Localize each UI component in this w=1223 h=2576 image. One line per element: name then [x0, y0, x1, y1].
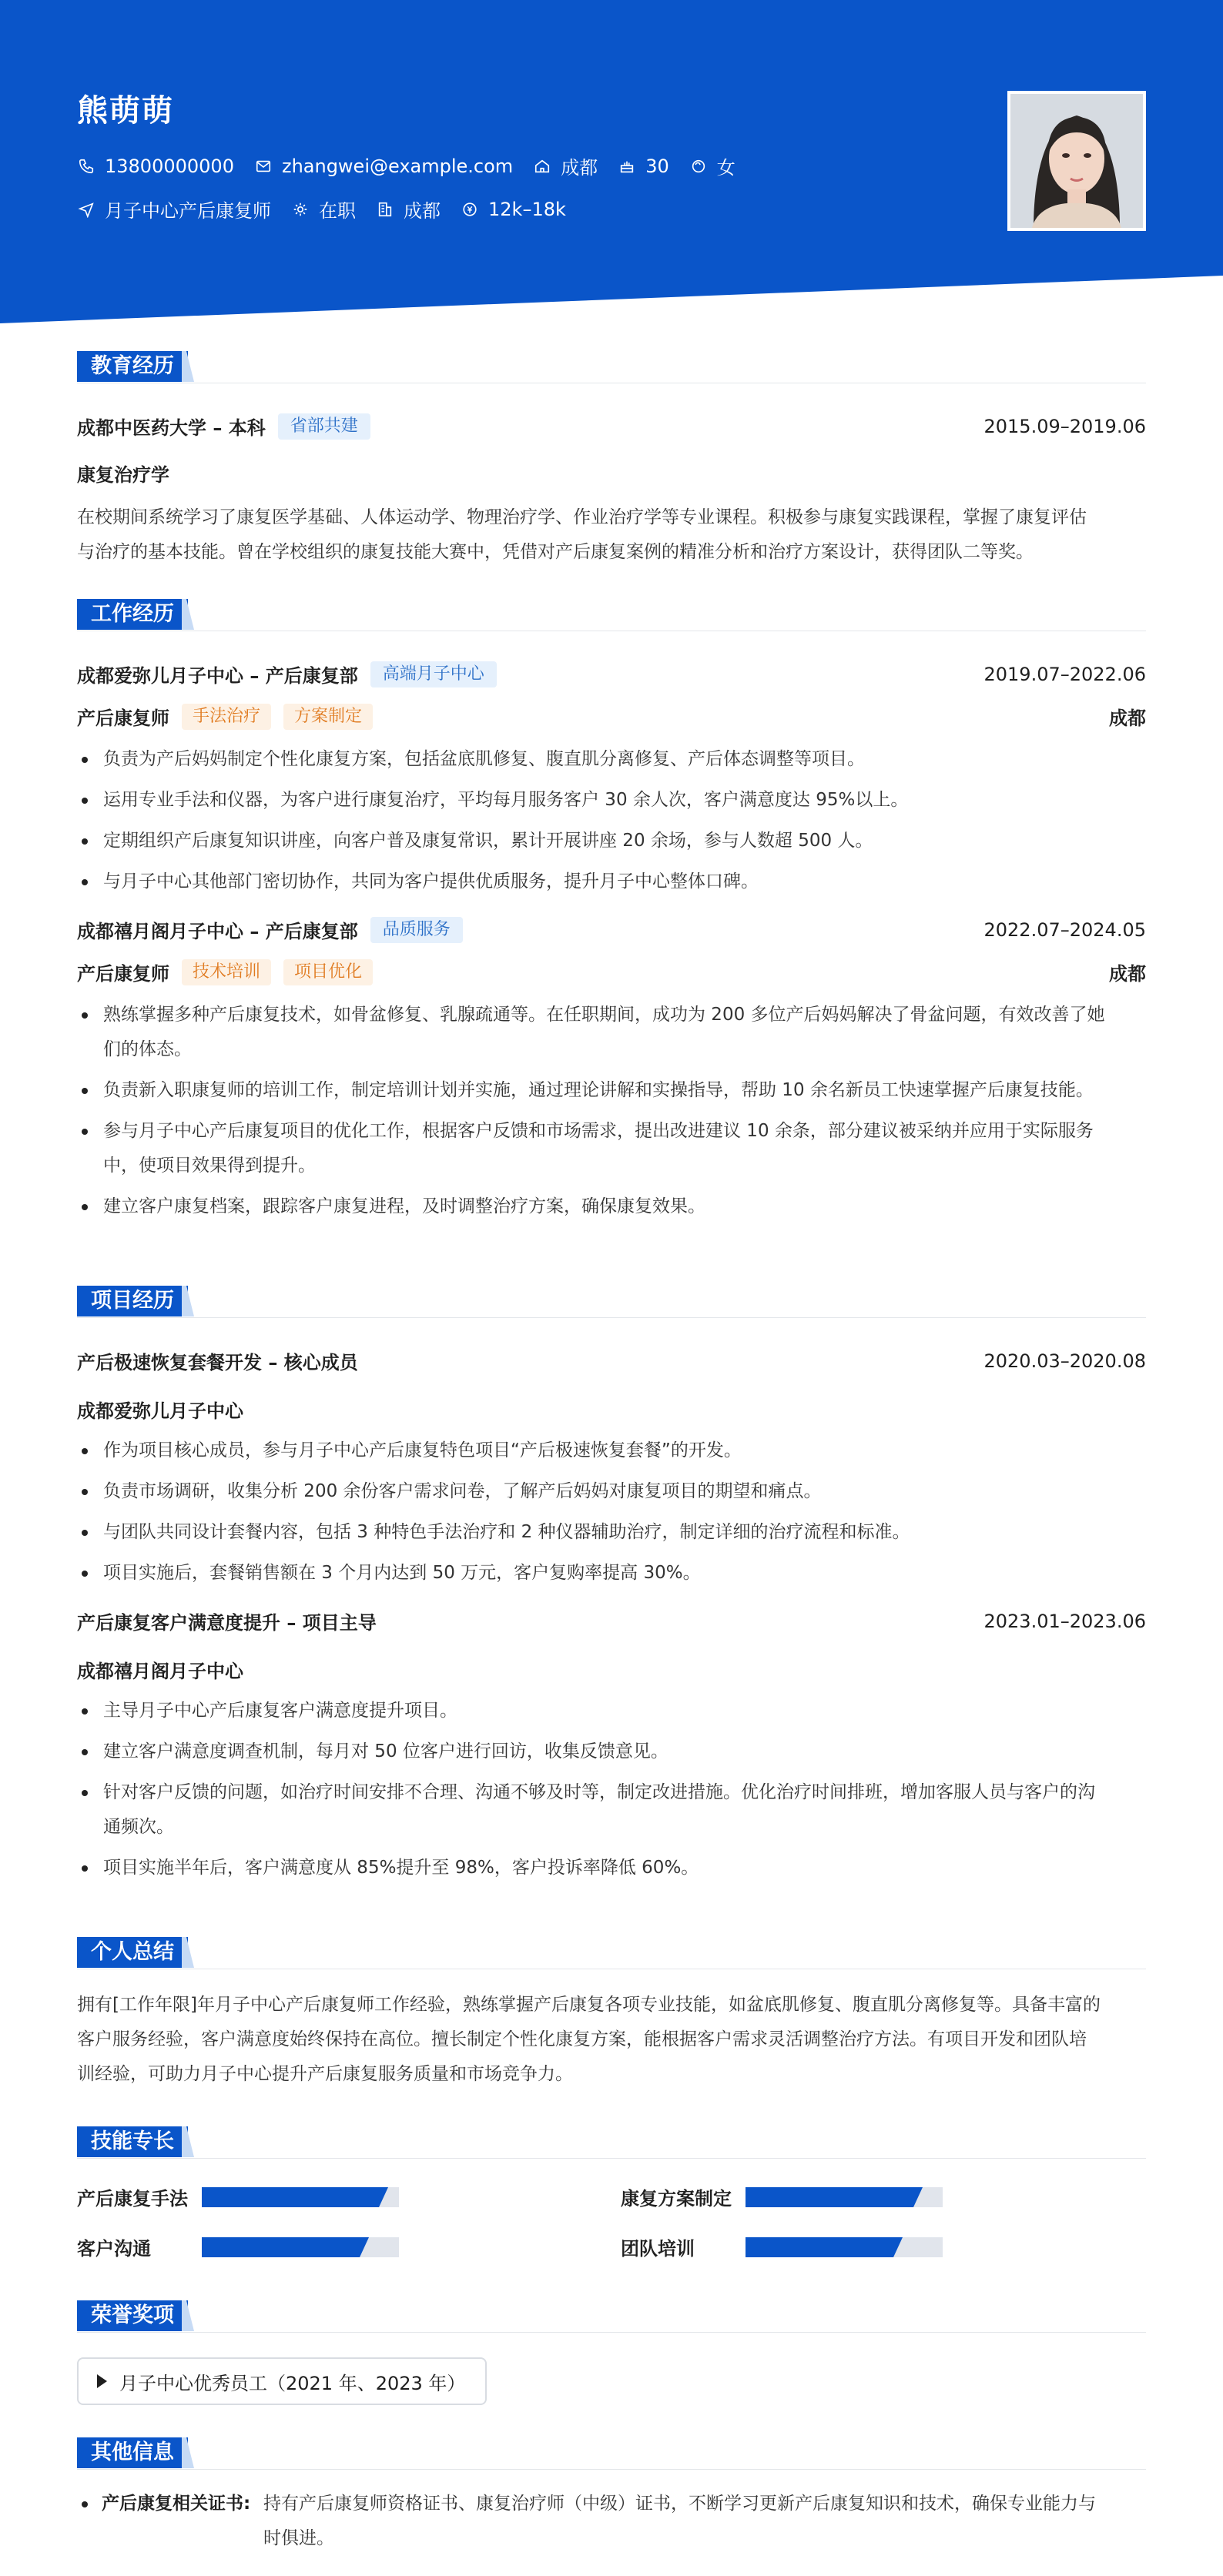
contact-row [77, 152, 756, 179]
award-text: 月子中心优秀员工（2021 年、2023 年） [119, 2372, 466, 2394]
section-title: 教育经历 [77, 351, 188, 382]
skill-bar-fill [746, 2187, 913, 2207]
salary-info [461, 199, 566, 220]
project-org: 成都爱弥儿月子中心 [77, 1400, 243, 1422]
project-entry-header [77, 1347, 1146, 1374]
phone-icon [77, 157, 95, 176]
section-title-tail [182, 351, 197, 382]
skill-name: 康复方案制定 [621, 2188, 732, 2210]
section-divider [77, 1317, 1146, 1318]
skill-item [621, 2183, 1146, 2210]
other-value: 持有产后康复师资格证书、康复治疗师（中级）证书，不断学习更新产后康复知识和技术，确保专业能力与 时俱进。 [263, 2494, 1096, 2548]
list-item: 针对客户反馈的问题，如治疗时间安排不合理、沟通不够及时等，制定改进措施。优化治疗时间排班，增加客服人员与客户的沟 通频次。 [77, 1775, 1146, 1845]
avatar [1007, 91, 1146, 231]
company-tag: 高端月子中心 [370, 661, 497, 687]
target-city-info [376, 196, 441, 222]
education-description [77, 500, 1146, 570]
skill-tag: 项目优化 [283, 959, 373, 985]
home-icon [533, 157, 551, 176]
education-desc-line: 在校期间系统学习了康复医学基础、人体运动学、物理治疗学、作业治疗学等专业课程。积极参与康复实践课程，掌握了康复评估 [77, 507, 1087, 527]
coin-icon [461, 200, 479, 219]
section-title-tail [182, 2300, 197, 2331]
projects-section [77, 1286, 1146, 1892]
summary-line: 客户服务经验，客户满意度始终保持在高位。擅长制定个性化康复方案，能根据客户需求灵活调整治疗方法。有项目开发和团队培 [77, 2029, 1087, 2049]
skill-tag: 方案制定 [283, 704, 373, 730]
cake-icon [618, 157, 636, 176]
status-info [291, 196, 356, 222]
job-bullets [77, 998, 1146, 1224]
list-item: 负责市场调研，收集分析 200 余份客户需求问卷，了解产后妈妈对康复项目的期望和痛点。 [77, 1474, 1146, 1509]
skill-item [621, 2233, 1146, 2260]
education-entry [77, 413, 1146, 440]
skill-tag: 技术培训 [182, 959, 271, 985]
company-tag: 品质服务 [370, 917, 463, 943]
skill-name: 产后康复手法 [77, 2188, 188, 2210]
email-text: zhangwei@example.com [281, 155, 514, 177]
job-date: 2019.07–2022.06 [983, 663, 1146, 685]
target-city-text: 成都 [404, 200, 441, 222]
summary-section [77, 1937, 1146, 2092]
project-bullets [77, 1434, 1146, 1591]
skill-name: 客户沟通 [77, 2238, 151, 2260]
job-entry-header [77, 661, 1146, 687]
education-desc-line: 与治疗的基本技能。曾在学校组织的康复技能大赛中，凭借对产后康复案例的精准分析和治疗方案设计，获得团队二等奖。 [77, 542, 1034, 562]
skill-bar-fill [202, 2187, 379, 2207]
project-entry-header [77, 1607, 1146, 1634]
section-divider [77, 2469, 1146, 2470]
section-header [77, 2437, 1146, 2468]
section-header [77, 599, 1146, 630]
honors-section [77, 2300, 1146, 2405]
send-icon [77, 200, 95, 219]
section-divider [77, 2158, 1146, 2159]
age-info [618, 156, 669, 177]
job-entry-header [77, 916, 1146, 943]
section-title: 项目经历 [77, 1286, 188, 1316]
skill-bar-fill [746, 2237, 893, 2257]
section-title: 个人总结 [77, 1937, 188, 1968]
skill-bar [746, 2237, 943, 2257]
school-name: 成都中医药大学 – 本科 [77, 417, 266, 439]
list-item: 主导月子中心产后康复客户满意度提升项目。 [77, 1694, 1146, 1728]
school-tag: 省部共建 [278, 413, 370, 440]
section-header [77, 1937, 1146, 1968]
company-name: 成都禧月阁月子中心 – 产后康复部 [77, 921, 358, 942]
status-text: 在职 [319, 200, 356, 222]
section-title-tail [182, 2126, 197, 2157]
summary-line: 拥有[工作年限]年月子中心产后康复师工作经验，熟练掌握产后康复各项专业技能，如盆底肌修复、腹直肌分离修复等。具备丰富的 [77, 1995, 1101, 2015]
section-title-tail [182, 1937, 197, 1968]
list-item: 参与月子中心产后康复项目的优化工作，根据客户反馈和市场需求，提出改进建议 10 余条，部分建议被采纳并应用于实际服务 中，使项目效果得到提升。 [77, 1114, 1146, 1183]
job-date: 2022.07–2024.05 [983, 918, 1146, 941]
major-name: 康复治疗学 [77, 464, 169, 486]
summary-line: 训经验，可助力月子中心提升产后康复服务质量和市场竞争力。 [77, 2064, 573, 2084]
education-date: 2015.09–2019.06 [983, 415, 1146, 437]
work-section [77, 599, 1146, 1230]
triangle-right-icon [97, 2374, 107, 2388]
job-bullets [77, 742, 1146, 899]
section-title: 工作经历 [77, 599, 188, 630]
section-title: 荣誉奖项 [77, 2300, 188, 2331]
list-item: 与团队共同设计套餐内容，包括 3 种特色手法治疗和 2 种仪器辅助治疗，制定详细的治疗流程和标准。 [77, 1515, 1146, 1550]
city-text: 成都 [561, 157, 598, 179]
skill-bar [202, 2237, 399, 2257]
list-item: 负责为产后妈妈制定个性化康复方案，包括盆底肌修复、腹直肌分离修复、产后体态调整等项目。 [77, 742, 1146, 777]
award-item [77, 2357, 487, 2405]
list-item: 建立客户康复档案，跟踪客户康复进程，及时调整治疗方案，确保康复效果。 [77, 1189, 1146, 1224]
section-divider [77, 2332, 1146, 2333]
skill-bar [746, 2187, 943, 2207]
email-info [254, 156, 513, 177]
bullet-dot [82, 2501, 88, 2507]
list-item: 与月子中心其他部门密切协作，共同为客户提供优质服务，提升月子中心整体口碑。 [77, 865, 1146, 899]
section-title-tail [182, 2437, 197, 2468]
company-name: 成都爱弥儿月子中心 – 产后康复部 [77, 665, 358, 687]
gender-icon [689, 157, 708, 176]
skill-bar-fill [202, 2237, 360, 2257]
phone-text: 13800000000 [105, 155, 234, 177]
job-city: 成都 [1109, 708, 1146, 729]
gender-info [689, 152, 735, 179]
education-section [77, 351, 1146, 570]
job-role: 产后康复师 [77, 708, 169, 729]
section-header [77, 2126, 1146, 2157]
list-item: 负责新入职康复师的培训工作，制定培训计划并实施，通过理论讲解和实操指导，帮助 10 余名新员工快速掌握产后康复技能。 [77, 1073, 1146, 1108]
skill-item [77, 2183, 621, 2210]
city-info [533, 152, 598, 179]
gear-icon [291, 200, 310, 219]
job-info [77, 196, 271, 222]
salary-text: 12k–18k [488, 198, 566, 220]
list-item: 项目实施半年后，客户满意度从 85%提升至 98%，客户投诉率降低 60%。 [77, 1851, 1146, 1885]
gender-text: 女 [716, 157, 735, 179]
job-city: 成都 [1109, 963, 1146, 985]
project-date: 2023.01–2023.06 [983, 1610, 1146, 1632]
other-key: 产后康复相关证书: [102, 2494, 251, 2514]
project-bullets [77, 1694, 1146, 1885]
skill-item [77, 2233, 621, 2260]
section-header [77, 1286, 1146, 1316]
other-item [77, 2487, 1146, 2556]
project-org: 成都禧月阁月子中心 [77, 1661, 243, 1682]
section-title: 技能专长 [77, 2126, 188, 2157]
skill-bar [202, 2187, 399, 2207]
age-text: 30 [645, 155, 669, 177]
skill-tag: 手法治疗 [182, 704, 271, 730]
project-date: 2020.03–2020.08 [983, 1350, 1146, 1372]
other-section [77, 2437, 1146, 2556]
list-item: 定期组织产后康复知识讲座，向客户普及康复常识，累计开展讲座 20 余场，参与人数超 500 人。 [77, 824, 1146, 858]
mail-icon [254, 157, 273, 176]
list-item: 熟练掌握多种产后康复技术，如骨盆修复、乳腺疏通等。在任职期间，成功为 200 多位产后妈妈解决了骨盆问题，有效改善了她 们的体态。 [77, 998, 1146, 1067]
summary-text [77, 1988, 1146, 2092]
job-role: 产后康复师 [77, 963, 169, 985]
list-item: 作为项目核心成员，参与月子中心产后康复特色项目“产后极速恢复套餐”的开发。 [77, 1434, 1146, 1468]
list-item: 项目实施后，套餐销售额在 3 个月内达到 50 万元，客户复购率提高 30%。 [77, 1556, 1146, 1591]
job-role-row [77, 958, 1146, 985]
section-title: 其他信息 [77, 2437, 188, 2468]
section-title-tail [182, 599, 197, 630]
skills-section [77, 2126, 1146, 2260]
skill-name: 团队培训 [621, 2238, 695, 2260]
candidate-name: 熊萌萌 [77, 93, 174, 129]
section-header [77, 351, 1146, 382]
building-icon [376, 200, 394, 219]
list-item: 运用专业手法和仪器，为客户进行康复治疗，平均每月服务客户 30 余人次，客户满意度达 95%以上。 [77, 783, 1146, 818]
job-role-row [77, 703, 1146, 730]
project-name: 产后极速恢复套餐开发 – 核心成员 [77, 1352, 358, 1373]
skills-grid [77, 2183, 1146, 2260]
list-item: 建立客户满意度调查机制，每月对 50 位客户进行回访，收集反馈意见。 [77, 1735, 1146, 1769]
job-text: 月子中心产后康复师 [105, 200, 271, 222]
project-name: 产后康复客户满意度提升 – 项目主导 [77, 1612, 377, 1634]
job-row [77, 196, 586, 222]
section-title-tail [182, 1286, 197, 1316]
section-header [77, 2300, 1146, 2331]
phone-info [77, 156, 234, 177]
